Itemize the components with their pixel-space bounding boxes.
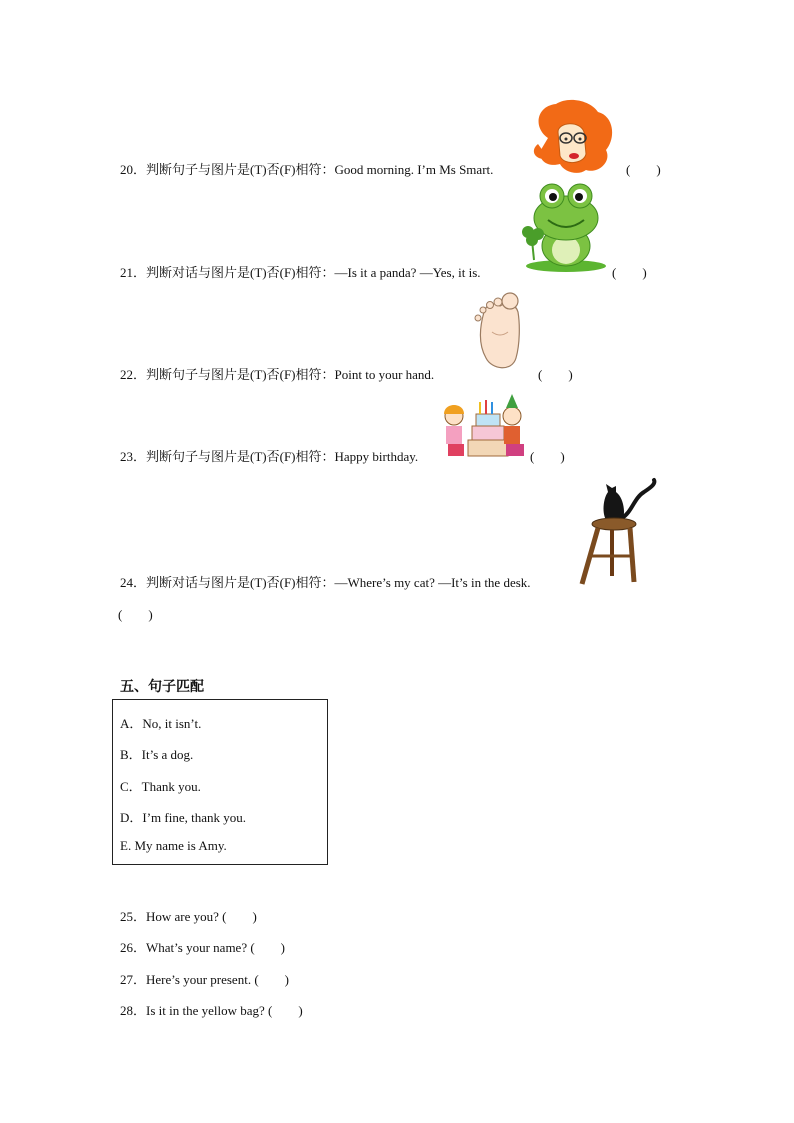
question-25[interactable]	[120, 906, 257, 925]
question-number: 21．	[120, 265, 147, 280]
question-22	[120, 364, 434, 383]
section-title: 五、句子匹配	[120, 679, 204, 695]
question-24	[120, 572, 531, 591]
answer-paren[interactable]: ( )	[612, 265, 647, 280]
question-number: 27．	[120, 972, 147, 987]
question-20	[120, 159, 493, 178]
question-text: Is it in the yellow bag? ( )	[146, 1003, 303, 1018]
birthday-party-illustration	[438, 394, 530, 460]
question-text: 判断对话与图片是(T)否(F)相符：—Is it a panda? —Yes, it is.	[146, 265, 481, 280]
question-23	[120, 446, 418, 465]
question-text: 判断句子与图片是(T)否(F)相符：Point to your hand.	[146, 367, 435, 382]
question-21	[120, 262, 481, 281]
answer-paren[interactable]: ( )	[538, 367, 573, 382]
options-box	[112, 699, 328, 865]
question-number: 24．	[120, 575, 147, 590]
foot-illustration	[470, 292, 526, 374]
ms-smart-illustration	[528, 98, 618, 176]
question-number: 26．	[120, 940, 147, 955]
option-b: B．It’s a dog.	[120, 747, 194, 762]
question-text: Here’s your present. ( )	[146, 972, 289, 987]
question-number: 22．	[120, 367, 147, 382]
question-text: 判断句子与图片是(T)否(F)相符：Happy birthday.	[146, 449, 419, 464]
option-a: A．No, it isn’t.	[120, 716, 202, 731]
option-d: D．I’m fine, thank you.	[120, 810, 247, 825]
question-28[interactable]	[120, 1000, 303, 1019]
answer-paren[interactable]: ( )	[530, 449, 565, 464]
question-text: What’s your name? ( )	[146, 940, 285, 955]
question-number: 20．	[120, 162, 147, 177]
question-number: 28．	[120, 1003, 147, 1018]
question-text: How are you? ( )	[146, 909, 257, 924]
answer-paren[interactable]: ( )	[626, 162, 661, 177]
question-26[interactable]	[120, 937, 285, 956]
frog-illustration	[522, 180, 608, 274]
answer-paren[interactable]: ( )	[118, 607, 153, 622]
question-number: 23．	[120, 449, 147, 464]
question-text: 判断句子与图片是(T)否(F)相符：Good morning. I’m Ms Smart.	[146, 162, 494, 177]
question-text: 判断对话与图片是(T)否(F)相符：—Where’s my cat? —It’s in the desk.	[146, 575, 531, 590]
cat-on-stool-illustration	[572, 478, 660, 586]
option-c: C．Thank you.	[120, 779, 201, 794]
option-e: E. My name is Amy.	[120, 838, 227, 853]
question-27[interactable]	[120, 969, 289, 988]
question-number: 25．	[120, 909, 147, 924]
